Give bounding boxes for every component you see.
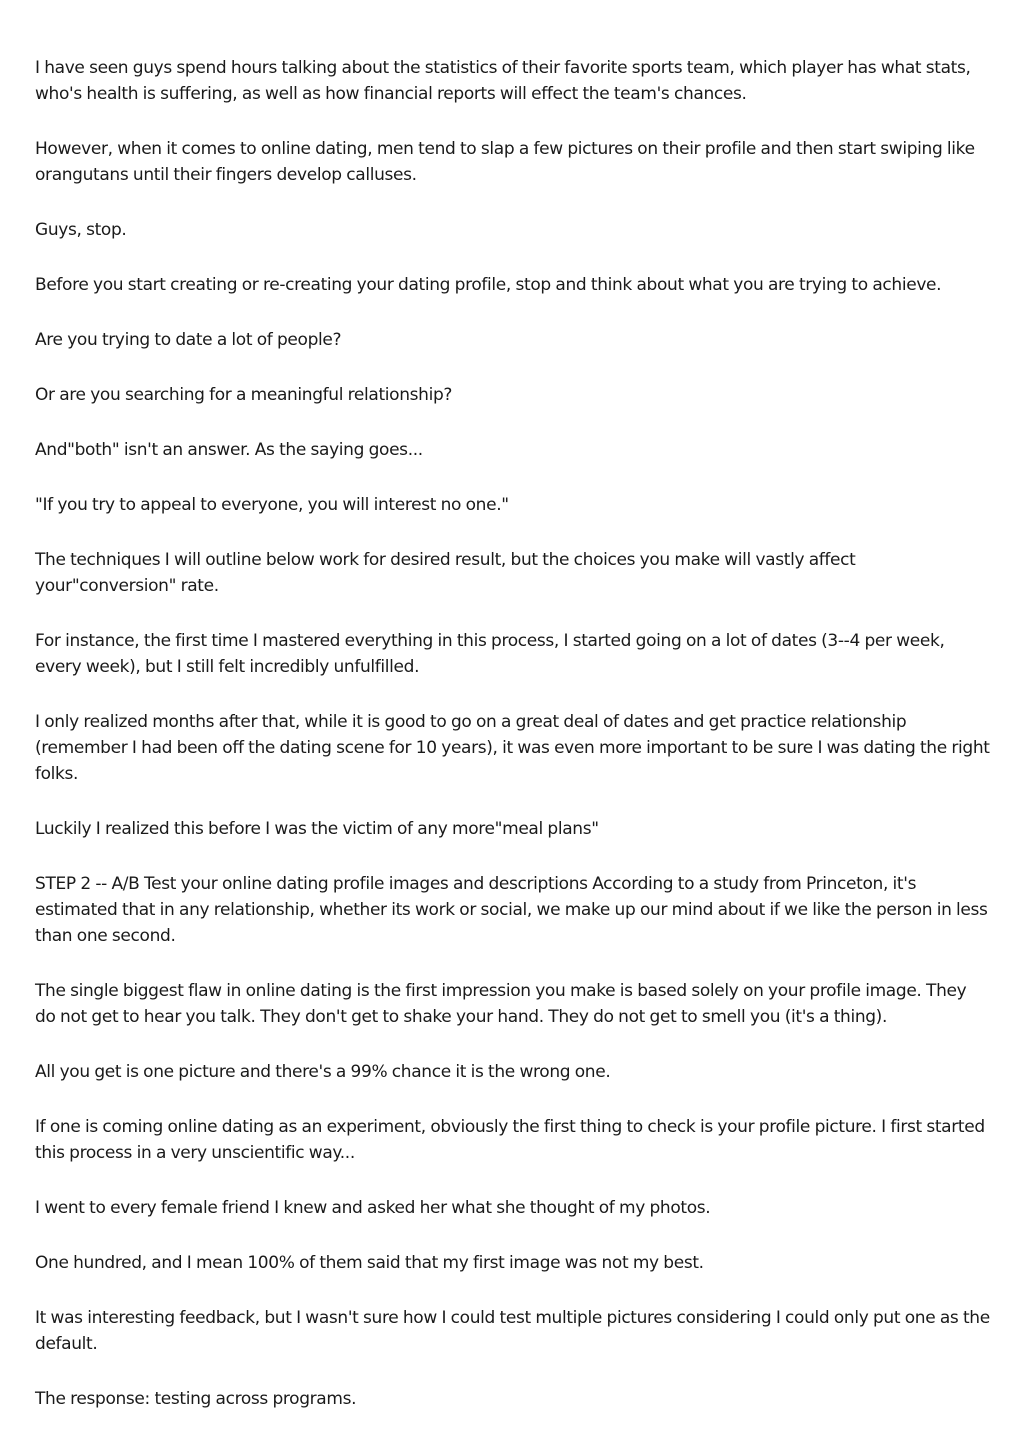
paragraph: "If you try to appeal to everyone, you will interest no one."	[35, 495, 509, 515]
paragraph: For instance, the first time I mastered everything in this process, I started going on a lot of dates (3--4 per week, every week), but I still felt incredibly unfulfilled.	[35, 631, 945, 677]
paragraph: Or are you searching for a meaningful relationship?	[35, 385, 453, 405]
paragraph: I have seen guys spend hours talking about the statistics of their favorite sports team, which player has what stats, who's health is suffering, as well as how financial reports will effect the team's chances.	[35, 58, 971, 104]
paragraph: I only realized months after that, while it is good to go on a great deal of dates and get practice relationship (remember I had been off the dating scene for 10 years), it was even more important to be sure I was dating the right folks.	[35, 712, 990, 784]
paragraph: The techniques I will outline below work for desired result, but the choices you make will vastly affect your"conversion" rate.	[35, 550, 856, 596]
paragraph: Guys, stop.	[35, 220, 127, 240]
paragraph: Before you start creating or re-creating your dating profile, stop and think about what you are trying to achieve.	[35, 275, 942, 295]
paragraph: The single biggest flaw in online dating is the first impression you make is based solely on your profile image. They do not get to hear you talk. They don't get to shake your hand. They do not get to smell you (it's a thing).	[35, 981, 967, 1027]
paragraph: All you get is one picture and there's a 99% chance it is the wrong one.	[35, 1062, 611, 1082]
paragraph: I went to every female friend I knew and asked her what she thought of my photos.	[35, 1198, 711, 1218]
paragraph: And"both" isn't an answer. As the saying goes...	[35, 440, 423, 460]
paragraph: If one is coming online dating as an experiment, obviously the first thing to check is your profile picture. I first started this process in a very unscientific way...	[35, 1117, 985, 1163]
paragraph: The response: testing across programs.	[35, 1389, 357, 1409]
paragraph: One hundred, and I mean 100% of them said that my first image was not my best.	[35, 1253, 704, 1273]
document-body	[35, 55, 990, 1441]
paragraph: However, when it comes to online dating, men tend to slap a few pictures on their profile and then start swiping like orangutans until their fingers develop calluses.	[35, 139, 975, 185]
paragraph: Luckily I realized this before I was the victim of any more"meal plans"	[35, 819, 599, 839]
paragraph: It was interesting feedback, but I wasn't sure how I could test multiple pictures considering I could only put one as the default.	[35, 1308, 990, 1354]
paragraph: STEP 2 -- A/B Test your online dating profile images and descriptions According to a study from Princeton, it's estimated that in any relationship, whether its work or social, we make up our mind about if we like the person in less than one second.	[35, 874, 988, 946]
paragraph: Are you trying to date a lot of people?	[35, 330, 342, 350]
